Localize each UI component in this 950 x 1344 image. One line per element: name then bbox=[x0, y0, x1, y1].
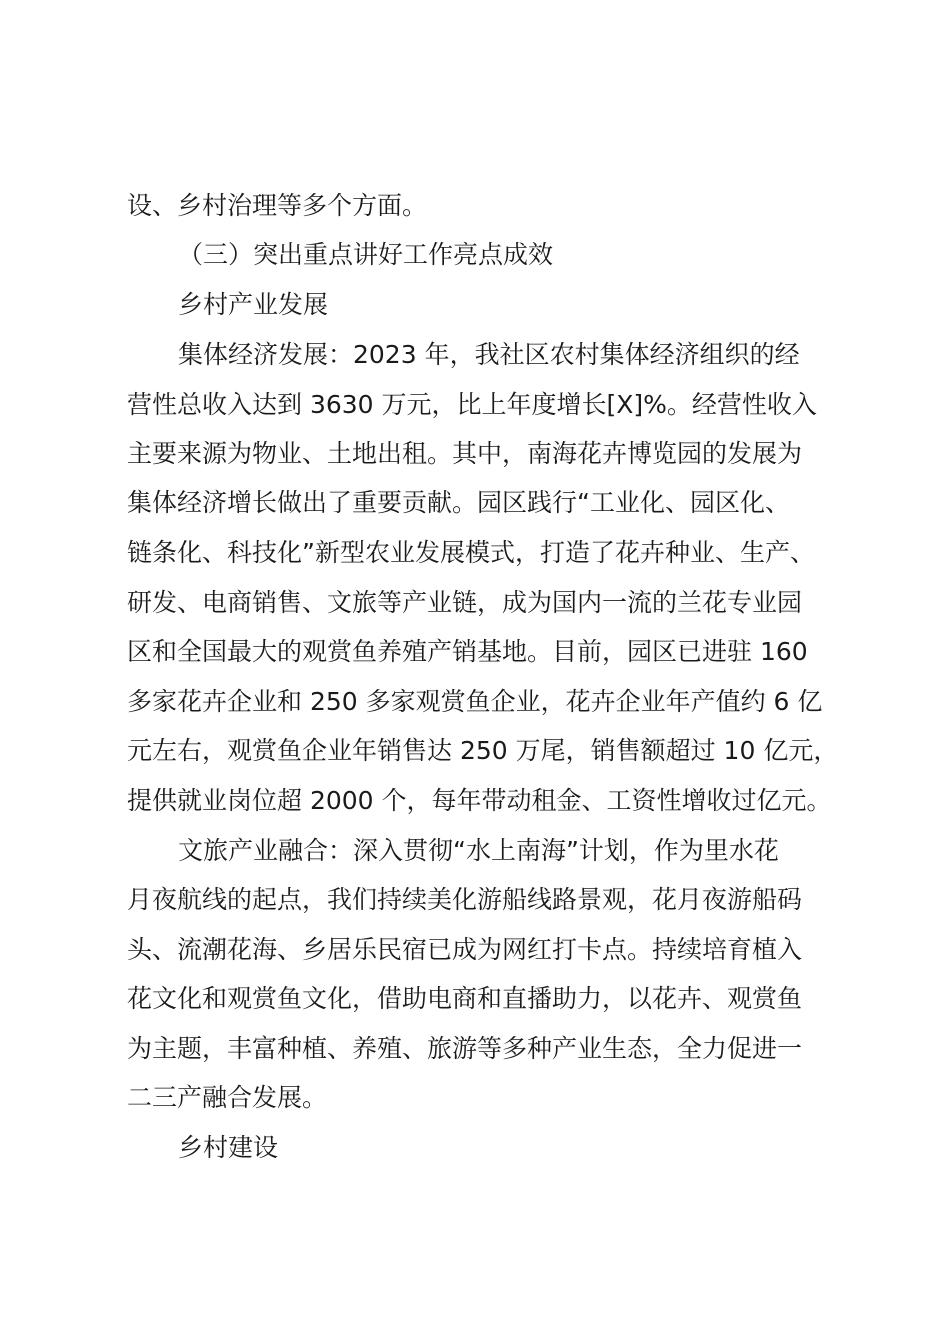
subsection-heading: 乡村产业发展 bbox=[178, 290, 329, 319]
text-line: 区和全国最大的观赏鱼养殖产销基地。目前，园区已进驻 160 bbox=[127, 637, 808, 666]
text-line: 多家花卉企业和 250 多家观赏鱼企业，花卉企业年产值约 6 亿 bbox=[127, 687, 823, 716]
text-line: 月夜航线的起点，我们持续美化游船线路景观，花月夜游船码 bbox=[127, 885, 803, 914]
section-heading: （三）突出重点讲好工作亮点成效 bbox=[178, 240, 554, 269]
text-line: 二三产融合发展。 bbox=[127, 1083, 328, 1112]
text-line: 集体经济增长做出了重要贡献。园区践行“工业化、园区化、 bbox=[127, 488, 790, 517]
text-line: 为主题，丰富种植、养殖、旅游等多种产业生态，全力促进一 bbox=[127, 1034, 803, 1063]
text-line: 研发、电商销售、文旅等产业链，成为国内一流的兰花专业园 bbox=[127, 588, 803, 617]
text-line: 设、乡村治理等多个方面。 bbox=[127, 191, 428, 220]
text-line: 链条化、科技化”新型农业发展模式，打造了花卉种业、生产、 bbox=[127, 538, 815, 567]
text-line: 集体经济发展：2023 年，我社区农村集体经济组织的经 bbox=[178, 340, 800, 369]
text-line: 提供就业岗位超 2000 个，每年带动租金、工资性增收过亿元。 bbox=[127, 786, 832, 815]
text-line: 主要来源为物业、土地出租。其中，南海花卉博览园的发展为 bbox=[127, 439, 803, 468]
text-line: 营性总收入达到 3630 万元，比上年度增长[X]%。经营性收入 bbox=[127, 390, 817, 419]
text-line: 花文化和观赏鱼文化，借助电商和直播助力，以花卉、观赏鱼 bbox=[127, 984, 803, 1013]
subsection-heading: 乡村建设 bbox=[178, 1133, 279, 1162]
text-line: 头、流潮花海、乡居乐民宿已成为网红打卡点。持续培育植入 bbox=[127, 935, 803, 964]
text-line: 文旅产业融合：深入贯彻“水上南海”计划，作为里水花 bbox=[178, 836, 779, 865]
text-line: 元左右，观赏鱼企业年销售达 250 万尾，销售额超过 10 亿元， bbox=[127, 736, 839, 765]
